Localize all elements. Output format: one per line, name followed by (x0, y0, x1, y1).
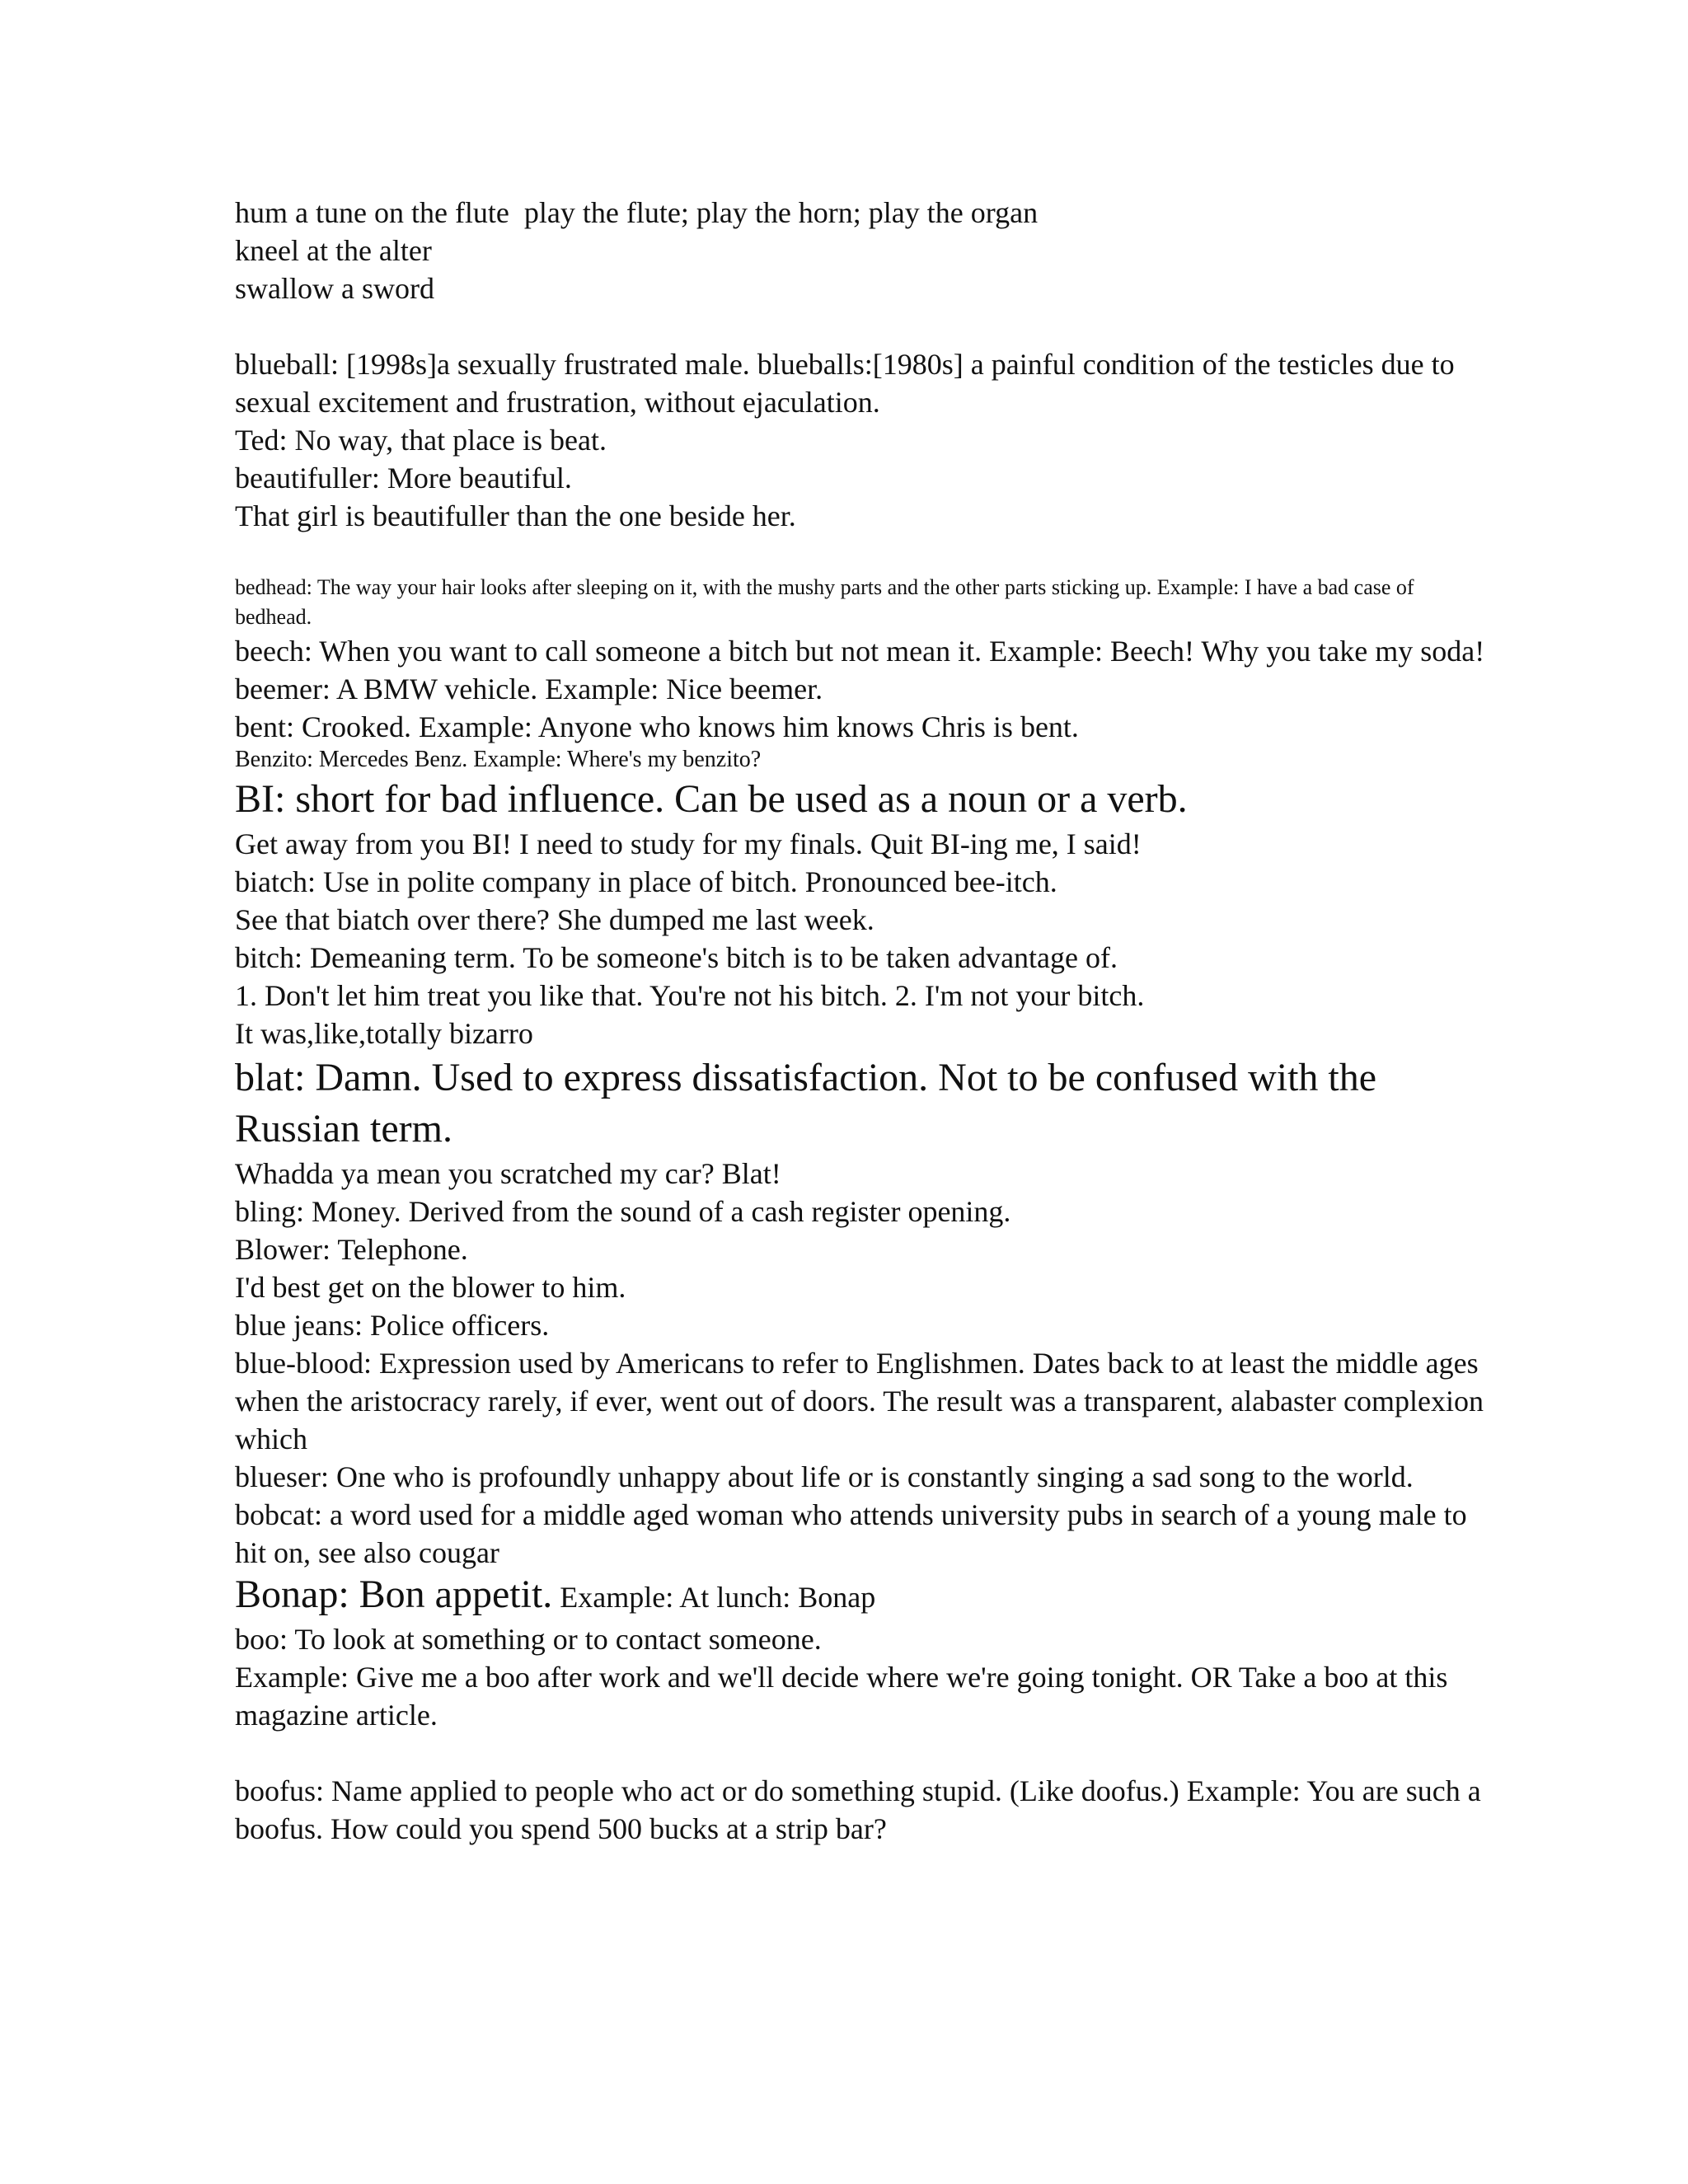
entry-blue-jeans: blue jeans: Police officers. (235, 1309, 550, 1342)
entry-blueball: blueball: [1998s]a sexually frustrated male. blueballs:[1980s] a painful condition of the testicles due to sexual excitement and frustration, without ejaculation. (235, 348, 1462, 419)
entry-bling: bling: Money. Derived from the sound of a cash register opening. (235, 1195, 1011, 1228)
text-line: Ted: No way, that place is beat. (235, 424, 607, 457)
entry-bi: BI: short for bad influence. Can be used as a noun or a verb. (235, 777, 1188, 821)
entry-boo: boo: To look at something or to contact someone. (235, 1623, 822, 1656)
example-line: 1. Don't let him treat you like that. You're not his bitch. 2. I'm not your bitch. (235, 979, 1145, 1012)
bonap-term: Bonap: Bon appetit. (235, 1572, 553, 1616)
entry-beemer: beemer: A BMW vehicle. Example: Nice beemer. (235, 673, 823, 705)
entry-blat: blat: Damn. Used to express dissatisfaction. Not to be confused with the Russian term. (235, 1056, 1387, 1151)
entry-biatch: biatch: Use in polite company in place of bitch. Pronounced bee-itch. (235, 865, 1057, 898)
entry-bonap (235, 1572, 1488, 1620)
entry-bent: bent: Crooked. Example: Anyone who knows him knows Chris is bent. (235, 710, 1079, 743)
entry-blue-blood: blue-blood: Expression used by Americans to refer to Englishmen. Dates back to at least the middle ages when the aristocracy rarely, if ever, went out of doors. The result was a transparent, alabaster complexion which (235, 1347, 1491, 1455)
example-line: Whadda ya mean you scratched my car? Blat! (235, 1157, 781, 1190)
document-body (235, 194, 1491, 1848)
example-line: That girl is beautifuller than the one beside her. (235, 499, 796, 532)
text-line: swallow a sword (235, 272, 434, 305)
blank-line (235, 1734, 1488, 1772)
entry-bedhead: bedhead: The way your hair looks after sleeping on it, with the mushy parts and the other parts sticking up. Example: I have a bad case of bedhead. (235, 575, 1420, 629)
example-line: I'd best get on the blower to him. (235, 1271, 626, 1304)
entry-benzito: Benzito: Mercedes Benz. Example: Where's my benzito? (235, 747, 762, 772)
example-line: See that biatch over there? She dumped me last week. (235, 903, 874, 936)
bonap-example: Example: At lunch: Bonap (552, 1581, 876, 1614)
text-line: hum a tune on the flute play the flute; play the horn; play the organ (235, 196, 1039, 229)
entry-beautifuller: beautifuller: More beautiful. (235, 462, 572, 494)
entry-blueser: blueser: One who is profoundly unhappy about life or is constantly singing a sad song to the world. (235, 1460, 1414, 1493)
example-line: Example: Give me a boo after work and we'll decide where we're going tonight. OR Take a boo at this magazine article. (235, 1661, 1456, 1732)
text-line: It was,like,totally bizarro (235, 1017, 533, 1050)
entry-bobcat: bobcat: a word used for a middle aged woman who attends university pubs in search of a young male to hit on, see also cougar (235, 1498, 1475, 1569)
text-line: kneel at the alter (235, 234, 432, 267)
example-line: Get away from you BI! I need to study for my finals. Quit BI-ing me, I said! (235, 827, 1142, 860)
entry-boofus: boofus: Name applied to people who act or do something stupid. (Like doofus.) Example: You are such a boofus. How could you spend 500 bucks at a strip bar? (235, 1774, 1489, 1845)
blank-line (235, 535, 1488, 573)
entry-bitch: bitch: Demeaning term. To be someone's bitch is to be taken advantage of. (235, 941, 1118, 974)
entry-beech: beech: When you want to call someone a bitch but not mean it. Example: Beech! Why you take my soda! (235, 635, 1485, 668)
blank-line (235, 307, 1488, 345)
entry-blower: Blower: Telephone. (235, 1233, 468, 1266)
